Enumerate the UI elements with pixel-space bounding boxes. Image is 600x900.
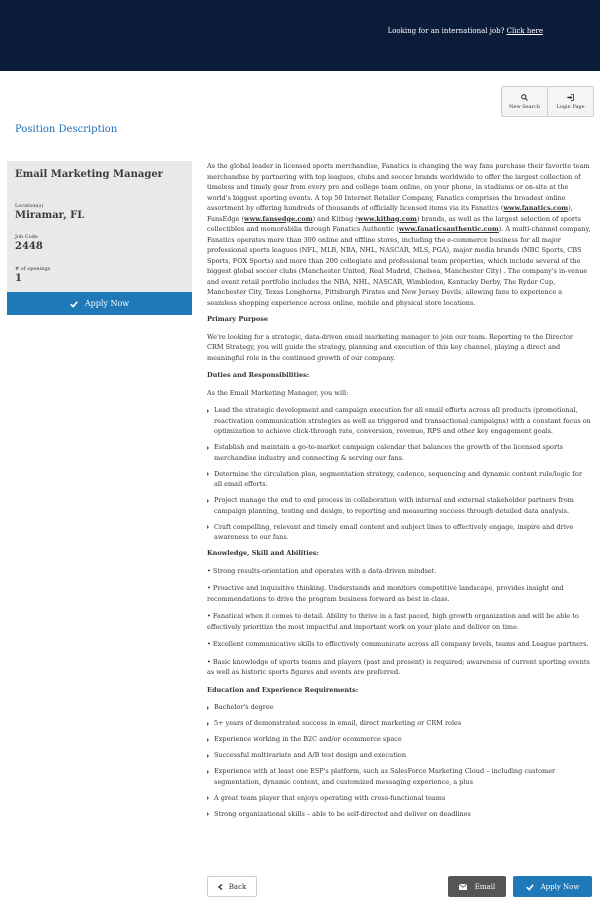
list-item: Successful multivariate and A/B test design and execution (207, 750, 591, 761)
list-item: A great team player that enjoys operating with cross-functional teams (207, 793, 591, 804)
list-item: Project manage the end to end process in collaboration with internal and external stakeholder partners from campaign planning, testing and design, to reporting and measuring success through detailed data analysis. (207, 495, 591, 516)
new-search-label: New Search (509, 103, 540, 110)
location-label: Location(s) (15, 203, 44, 209)
education-list (207, 702, 591, 819)
education-heading: Education and Experience Requirements: (207, 685, 359, 694)
company-intro: As the global leader in licensed sports merchandise, Fanatics is changing the way fans purchase their favorite team merchandise by partnering with top leagues, clubs and soccer brands worldwide to offer the largest collection of timeless and timely gear from every pro and college team online, on your phone, in stadiums or on-site at the world's biggest sporting events. A top 50 Internet Retailer Company, Fanatics comprises the broadest online assortment by offering hundreds of thousands of officially licensed items via its Fanatics (www.fanatics.com), FansEdge (www.fansedge.com) and Kitbag (www.kitbag.com) brands, as well as the largest selection of sports collectibles and memorabilia through Fanatics Authentic (www.fanaticsauthentic.com). A multi-channel company, Fanatics operates more than 300 online and offline stores, including the e-commerce business for all major professional sports leagues (NFL, MLB, NBA, NHL, NASCAR, MLS, PGA), major media brands (NBC Sports, CBS Sports, FOX Sports) and more than 200 collegiate and professional team properties, which include several of the biggest global soccer clubs (Manchester United, Real Madrid, Chelsea, Manchester City) . The company's in-venue and event retail portfolio includes the NBA, NHL, NASCAR, Wimbledon, Kentucky Derby, The Ryder Cup, Manchester City, Texas Longhorns, Pittsburgh Pirates and New Jersey Devils, allowing fans to experience a seamless shopping experience across online, mobile and physical store locations. (207, 162, 591, 307)
apply-now-label: Apply Now (540, 882, 580, 891)
job-title: Email Marketing Manager (15, 169, 163, 180)
kitbag-link[interactable]: www.kitbag.com (357, 214, 417, 223)
duties-heading: Duties and Responsibilities: (207, 371, 310, 379)
email-button[interactable] (448, 876, 506, 897)
ksa-item: • Excellent communicative skills to effectively communicate across all company levels, teams and League partners. (207, 640, 589, 648)
ksa-item: • Strong results-orientation and operates with a data-driven mindset. (207, 566, 437, 575)
list-item: Craft compelling, relevant and timely email content and subject lines to effectively engage, inspire and drive awareness to our fans. (207, 522, 591, 543)
list-item: Experience working in the B2C and/or ecommerce space (207, 734, 591, 745)
ksa-item: • Fanatical when it comes to detail. Ability to thrive in a fast paced, high growth organization and will be able to effectively prioritize the most impactful and important work on your plate and deliver on time. (207, 612, 579, 631)
fanatics-authentic-link[interactable]: www.fanaticsauthentic.com (398, 225, 499, 233)
ksa-item: • Proactive and inquisitive thinking. Understands and monitors competitive landscape, provides insight and recommendations to drive the program business forward as best in class. (207, 584, 564, 603)
back-label: Back (228, 882, 247, 891)
email-label: Email (474, 882, 496, 891)
check-icon (70, 300, 78, 308)
list-item: Determine the circulation plan, segmentation strategy, cadence, sequencing and dynamic content rule/logic for all email efforts. (207, 469, 591, 490)
job-summary-panel (7, 161, 192, 292)
envelope-icon (459, 884, 467, 890)
list-item: Lead the strategic development and campaign execution for all email efforts across all products (promotional, reactivation communication strategies as well as triggered and transactional campaigns) with a constant focus on optimization to achieve click-through rate, conversion, revenue, RPS and other key engagement goals. (207, 405, 591, 437)
login-page-button[interactable] (547, 87, 593, 116)
page-title: Position Description (15, 124, 118, 135)
search-icon (521, 94, 528, 101)
ksa-item: • Basic knowledge of sports teams and players (past and present) is required; awareness of current sporting events as well as historic sports figures and events are preferred. (207, 657, 590, 676)
list-item: Strong organizational skills – able to be self-directed and deliver on deadlines (207, 809, 591, 820)
new-search-button[interactable] (502, 87, 547, 116)
check-icon (526, 883, 534, 891)
openings-value: 1 (15, 273, 22, 284)
job-description (207, 161, 591, 825)
fansedge-link[interactable]: www.fansedge.com (243, 214, 313, 223)
openings-label: # of openings (15, 266, 51, 272)
international-job-link[interactable]: Click here (506, 27, 543, 35)
apply-now-label: Apply Now (84, 299, 130, 308)
apply-now-button-bottom[interactable] (513, 876, 592, 897)
top-banner (0, 0, 600, 71)
fanatics-link[interactable]: www.fanatics.com (503, 204, 569, 212)
job-code-value: 2448 (15, 241, 43, 252)
duties-list (207, 405, 591, 543)
primary-purpose-heading: Primary Purpose (207, 315, 269, 323)
ksa-heading: Knowledge, Skill and Abilities: (207, 549, 319, 557)
duties-intro: As the Email Marketing Manager, you will: (207, 388, 349, 397)
sign-in-icon (567, 94, 574, 101)
location-value: Miramar, FL (15, 210, 85, 221)
back-button[interactable] (207, 876, 257, 897)
primary-purpose-text: We're looking for a strategic, data-driven email marketing manager to join our team. Reporting to the Director CRM Strategy, you will guide the strategy, planning and execution of this key channel, playing a direct and meaningful role in the continued growth of our company. (207, 332, 573, 362)
international-job-text: Looking for an international job? (387, 27, 505, 35)
toolbar (501, 86, 594, 117)
apply-now-button-sidebar[interactable] (7, 292, 192, 315)
list-item: 5+ years of demonstrated success in email, direct marketing or CRM roles (207, 718, 591, 729)
international-job-prompt (388, 27, 543, 35)
list-item: Establish and maintain a go-to-market campaign calendar that balances the growth of the licensed sports merchandise industry and connecting & serving our fans. (207, 442, 591, 463)
chevron-left-icon (218, 884, 223, 890)
login-page-label: Login Page (556, 103, 585, 110)
list-item: Bachelor's degree (207, 702, 591, 713)
list-item: Experience with at least one ESP's platform, such as SalesForce Marketing Cloud – including customer segmentation, dynamic content, and customized messaging experience, a plus (207, 766, 591, 787)
job-code-label: Job Code (15, 234, 38, 240)
